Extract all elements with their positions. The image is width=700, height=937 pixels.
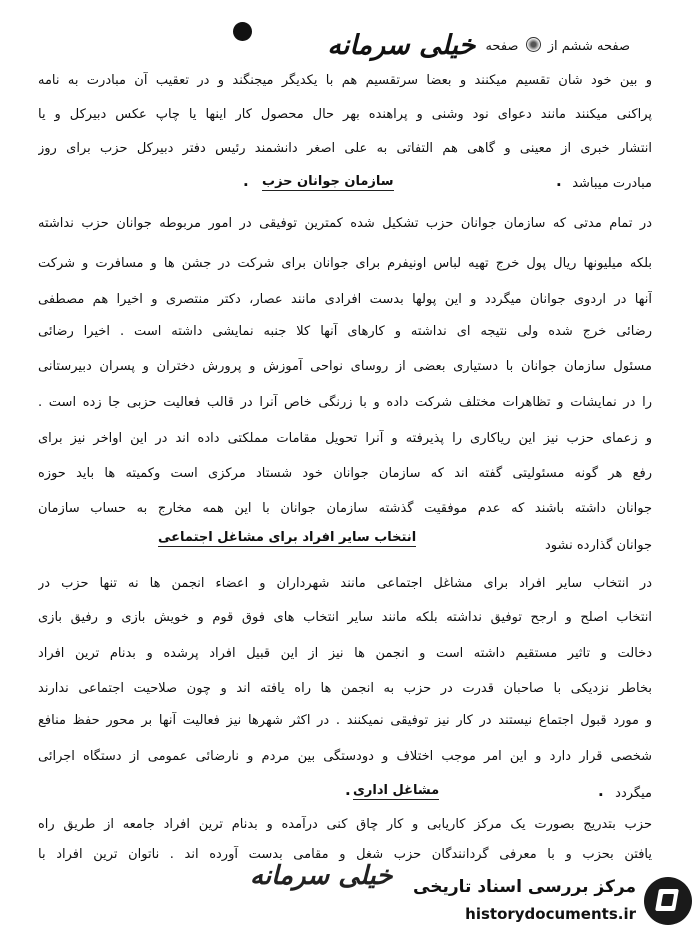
body-line: یافتن بحزب و با معرفی گردانندگان حزب شغل و مقامی بدست آورده اند . ناتوان ترین افراد با (38, 847, 652, 862)
period-mark: . (556, 172, 562, 190)
body-line: انتخاب اصلح و ارجح توفیق نداشته بلکه مانند سایر انتخاب های فوق قوم و خویش بازی و رفیق بازی (38, 610, 652, 625)
body-line: بلکه میلیونها ریال پول خرج تهیه لباس اونیفرم برای جوانان برای شرکت در جشن ها و مسافرت و شرکت (38, 256, 652, 271)
body-line: و زعمای حزب نیز این ریاکاری را پذیرفته و آنرا تحویل مقامات مملکتی داده اند در این اواخر نیز برای (38, 431, 652, 446)
body-line: دخالت و تاثیر مستقیم داشته است و انجمن ها نیز از این قبیل افراد پرشده و بدنام ترین افراد (38, 646, 652, 661)
body-line: مبادرت میباشد (572, 176, 652, 191)
body-line: رضائی خرج شده ولی نتیجه ای نداشته و کارهای آنها کلا جنبه نمایشی داشته است . اخیرا رضائی (38, 324, 652, 339)
page-number-label: صفحه ششم از (547, 39, 630, 54)
period-mark: . (598, 782, 604, 800)
body-line: و بین خود شان تقسیم میکنند و بعضا سرتقسیم هم با یکدیگر میجنگند و در تعقیب آن مبادرت به نامه (38, 73, 652, 88)
body-line: پراکنی میکنند مانند دعوای نود وشنی و پراهنده بهر حال محصول کار اینها یا چاپ عکس دبیرکل و یا (38, 107, 652, 122)
body-line: و مورد قبول اجتماع نیستند در کار نیز توفیقی نمیکنند . در اکثر شهرها نیز فعالیت آنها بر محور حفظ منافع (38, 713, 652, 728)
watermark-title: مرکز بررسی اسناد تاریخی (413, 877, 636, 897)
page-header (327, 30, 630, 61)
section-heading: انتخاب سایر افراد برای مشاغل اجتماعی (158, 530, 417, 545)
section-heading: سازمان جوانان حزب (262, 174, 394, 189)
body-line: رفع هر گونه مسئولیتی گفته اند که سازمان جوانان خود شستاد مرکزی است وکمیته ها باید حوزه (38, 466, 652, 481)
body-line: جوانان داشته باشند که عدم موفقیت گذشته سازمان جوانان با این همه مخارج به حساب سازمان (38, 501, 652, 516)
watermark-url: historydocuments.ir (465, 905, 636, 923)
body-line: بخاطر نزدیکی با صاحبان قدرت در حزب به انجمن ها راه یافته اند و چون صلاحیت اجتماعی ندارند (38, 681, 652, 696)
body-line: مسئول سازمان جوانان با دستیاری بعضی از روسای نواحی آموزش و پرورش دختران و پسران دبیرستانی (38, 359, 652, 374)
bottom-stamp: خیلی سرمانه (250, 861, 393, 891)
body-line: در انتخاب سایر افراد برای مشاغل اجتماعی مانند شهرداران و اعضاء انجمن ها نه تنها حزب در (38, 576, 652, 591)
seal-icon (526, 37, 541, 52)
section-heading: مشاغل اداری (353, 783, 440, 798)
period-mark: . (243, 172, 249, 190)
body-line: در تمام مدتی که سازمان جوانان حزب تشکیل شده کمترین توفیقی در امور مربوطه جوانان حزب نداشته (38, 216, 652, 231)
body-line: انتشار خبری از معینی و گاهی هم التفاتی به علی اصغر دانشمند رئیس دفتر دبیرکل حزب برای روز (38, 141, 652, 156)
body-line: حزب بتدریج بصورت یک مرکز کاریابی و کار چاق کنی درآمده و بدنام ترین افراد جامعه از طریق راه (38, 817, 652, 832)
period-mark: . (345, 781, 351, 799)
page-label-2: صفحه (485, 39, 519, 54)
body-line: میگردد (615, 786, 652, 801)
archive-watermark (410, 867, 700, 937)
body-line: را در نمایشات و تظاهرات مختلف شرکت داده و با زرنگی خاص آنرا در قالب فعالیت حزبی جا زده است . (38, 395, 652, 410)
body-line: جوانان گذارده نشود (545, 538, 652, 553)
archive-logo-icon (644, 877, 692, 925)
classification-stamp: خیلی سرمانه (327, 30, 476, 61)
ink-blot (233, 22, 252, 41)
body-line: شخصی قرار دارد و این امر موجب اختلاف و دودستگی بین مردم و نارضائی عمومی از دستگاه اجرائی (38, 749, 652, 764)
body-line: آنها در اردوی جوانان میگردد و این پولها بدست افرادی مانند عصار، دکتر منتصری و اخیرا هم مصطفی (38, 292, 652, 307)
